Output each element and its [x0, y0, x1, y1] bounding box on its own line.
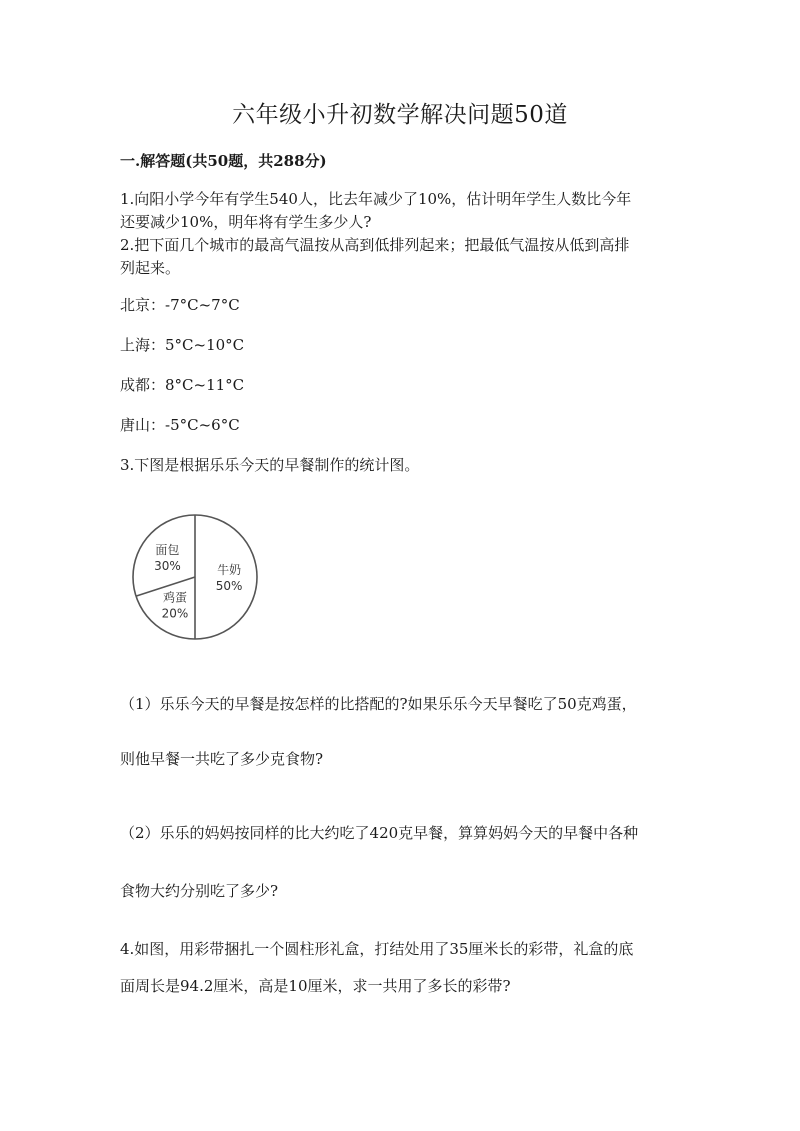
breakfast-pie-chart: [128, 510, 262, 644]
q4-line1: 4.如图，用彩带捆扎一个圆柱形礼盒，打结处用了35厘米长的彩带，礼盒的底: [120, 940, 634, 958]
city-chengdu: 成都：8°C~11°C: [120, 376, 245, 394]
pie-label-name: 牛奶: [217, 563, 242, 577]
city-beijing: 北京：-7°C~7°C: [120, 296, 240, 314]
q3-sub2-line2: 食物大约分别吃了多少?: [120, 882, 279, 900]
pie-label-percent: 50%: [215, 579, 243, 593]
section-heading: 一.解答题(共50题，共288分): [120, 152, 327, 170]
q1-line1: 1.向阳小学今年有学生540人，比去年减少了10%，估计明年学生人数比今年: [120, 190, 632, 208]
q1-line2: 还要减少10%，明年将有学生多少人?: [120, 213, 372, 231]
q3-sub1-line2: 则他早餐一共吃了多少克食物?: [120, 750, 324, 768]
q3-sub2-line1: （2）乐乐的妈妈按同样的比大约吃了420克早餐，算算妈妈今天的早餐中各种: [120, 824, 639, 842]
q3-sub1-line1: （1）乐乐今天的早餐是按怎样的比搭配的?如果乐乐今天早餐吃了50克鸡蛋，: [120, 695, 637, 713]
city-shanghai: 上海：5°C~10°C: [120, 336, 245, 354]
pie-label-percent: 30%: [154, 558, 181, 573]
city-tangshan: 唐山：-5°C~6°C: [120, 416, 240, 434]
q2-line1: 2.把下面几个城市的最高气温按从高到低排列起来；把最低气温按从低到高排: [120, 236, 630, 254]
q3-intro: 3.下图是根据乐乐今天的早餐制作的统计图。: [120, 456, 420, 474]
pie-label-name: 鸡蛋: [162, 590, 187, 605]
pie-label-percent: 20%: [161, 606, 189, 621]
q4-line2: 面周长是94.2厘米，高是10厘米，求一共用了多长的彩带?: [120, 977, 511, 995]
pie-label-name: 面包: [155, 542, 180, 557]
page-title: 六年级小升初数学解决问题50道: [232, 102, 568, 128]
q2-line2: 列起来。: [120, 259, 181, 277]
